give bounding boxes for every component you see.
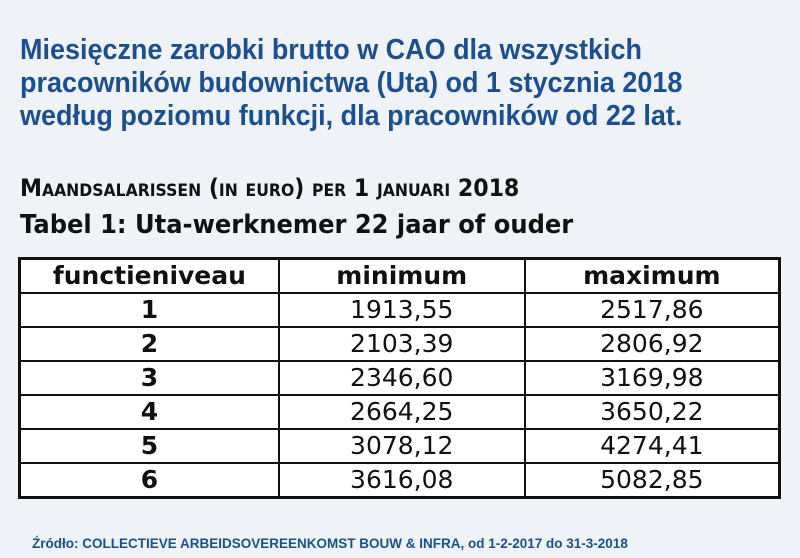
level-cell: 2 — [20, 327, 279, 361]
table-row — [20, 463, 780, 498]
maximum-cell: 5082,85 — [525, 463, 780, 498]
maximum-cell: 2517,86 — [525, 293, 780, 327]
maximum-cell: 3169,98 — [525, 361, 780, 395]
table-caption: Tabel 1: Uta-werknemer 22 jaar of ouder — [20, 210, 574, 240]
maximum-cell: 3650,22 — [525, 395, 780, 429]
page-title — [20, 34, 790, 133]
table-row — [20, 429, 780, 463]
column-header-minimum: minimum — [279, 259, 525, 294]
title-line: według poziomu funkcji, dla pracowników od 22 lat. — [20, 100, 683, 132]
minimum-cell: 2103,39 — [279, 327, 525, 361]
title-line: Miesięczne zarobki brutto w CAO dla wszystkich — [20, 34, 642, 66]
table-heading: Maandsalarissen (in euro) per 1 januari 2018 — [20, 174, 520, 202]
level-cell: 6 — [20, 463, 279, 498]
level-cell: 4 — [20, 395, 279, 429]
table-row — [20, 395, 780, 429]
minimum-cell: 1913,55 — [279, 293, 525, 327]
minimum-cell: 2664,25 — [279, 395, 525, 429]
maximum-cell: 2806,92 — [525, 327, 780, 361]
level-cell: 5 — [20, 429, 279, 463]
table-row — [20, 327, 780, 361]
minimum-cell: 3616,08 — [279, 463, 525, 498]
column-header-functieniveau: functieniveau — [20, 259, 279, 294]
level-cell: 3 — [20, 361, 279, 395]
table-row — [20, 361, 780, 395]
minimum-cell: 3078,12 — [279, 429, 525, 463]
maximum-cell: 4274,41 — [525, 429, 780, 463]
salary-table — [18, 257, 781, 499]
minimum-cell: 2346,60 — [279, 361, 525, 395]
table-row — [20, 293, 780, 327]
title-line: pracowników budownictwa (Uta) od 1 stycznia 2018 — [20, 67, 683, 99]
level-cell: 1 — [20, 293, 279, 327]
column-header-maximum: maximum — [525, 259, 780, 294]
table-header-row — [20, 259, 780, 294]
source-note: Źródło: COLLECTIEVE ARBEIDSOVEREENKOMST BOUW & INFRA, od 1-2-2017 do 31-3-2018 — [32, 536, 628, 551]
